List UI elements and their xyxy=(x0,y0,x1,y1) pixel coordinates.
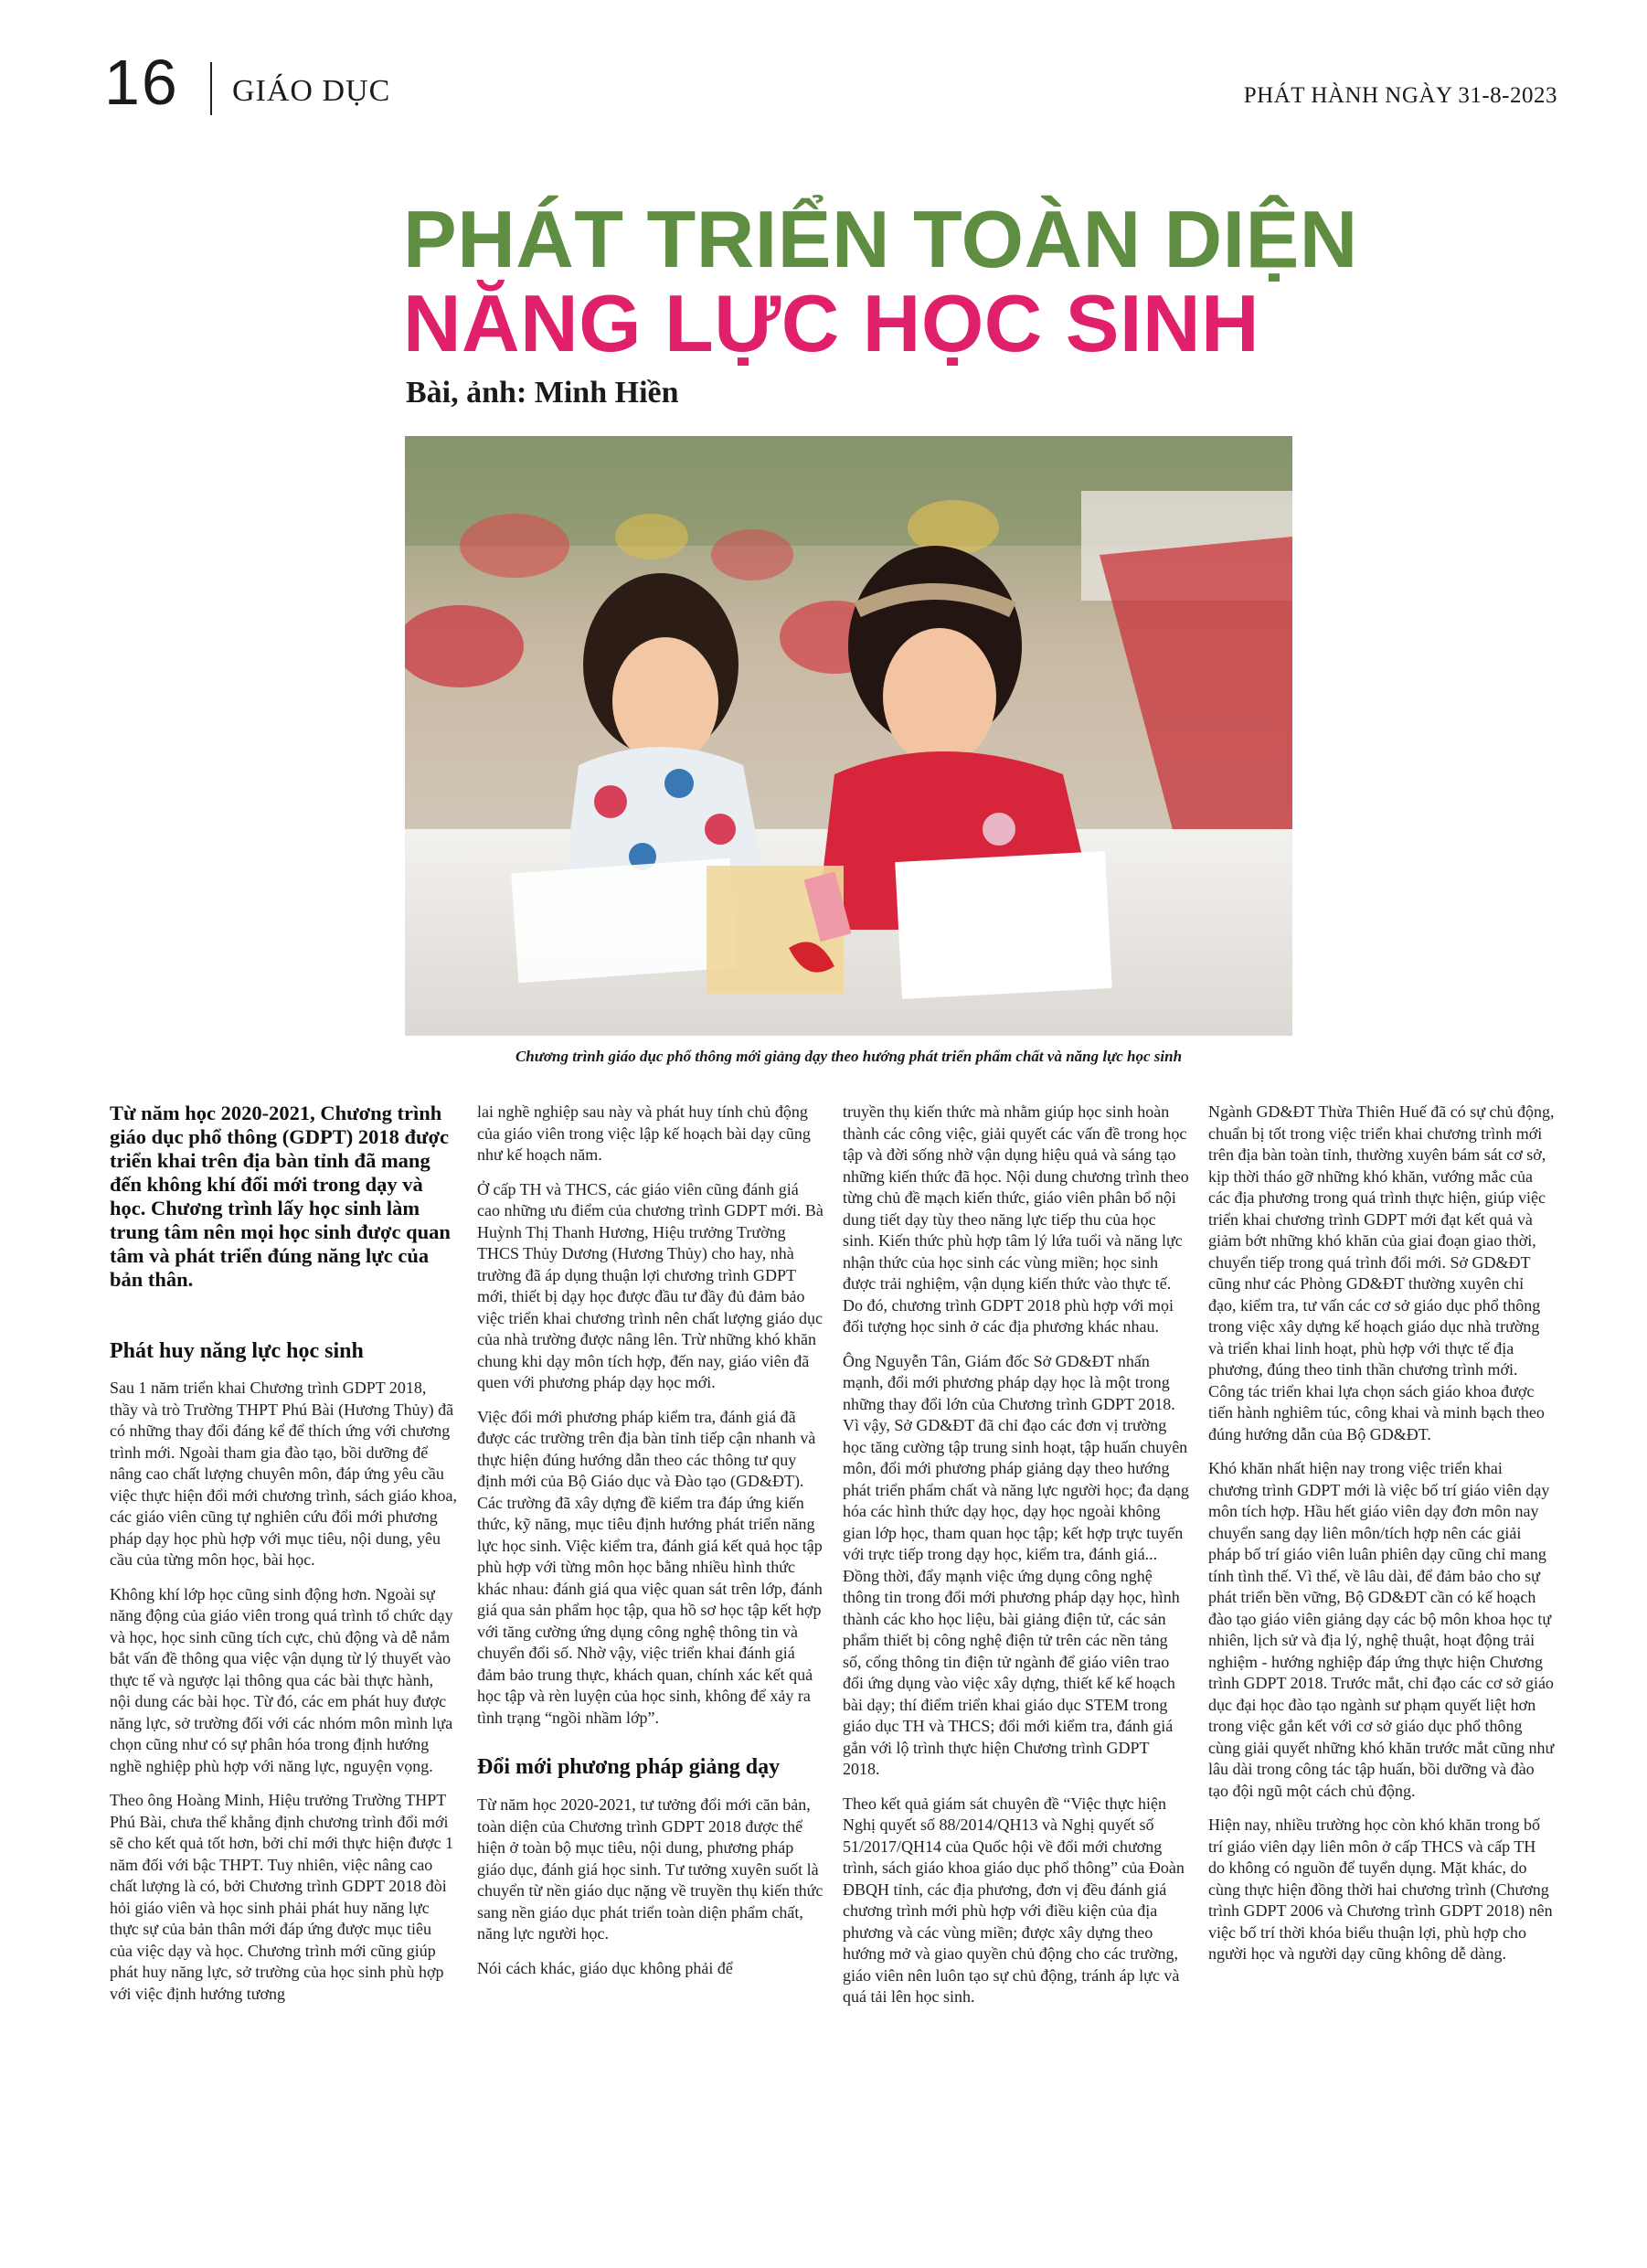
photo-caption: Chương trình giáo dục phổ thông mới giảng dạy theo hướng phát triển phẩm chất và năng lực học sinh xyxy=(515,1048,1183,1065)
body-paragraph: Sau 1 năm triển khai Chương trình GDPT 2018, thầy và trò Trường THPT Phú Bài (Hương Thủy) đã có những thay đổi đáng kể để thích ứng với chương trình mới. Ngoài tham gia đào tạo, bồi dưỡng để nâng cao chất lượng chuyên môn, đáp ứng yêu cầu việc thực hiện đổi mới chương trình, sách giáo khoa, các giáo viên cũng tự nghiên cứu đổi mới phương pháp dạy học phù hợp với mục tiêu, nội dung, yêu cầu của từng môn học, bài học. xyxy=(110,1379,457,1569)
article-column-4 xyxy=(1208,1102,1556,1978)
body-paragraph: Ở cấp TH và THCS, các giáo viên cũng đánh giá cao những ưu điểm của chương trình GDPT mới. Bà Huỳnh Thị Thanh Hương, Hiệu trưởng Trường THCS Thủy Dương (Hương Thủy) cho hay, nhà trường đã áp dụng thuận lợi chương trình GDPT mới, thiết bị dạy học được đầu tư đầy đủ đảm bảo việc triển khai chương trình nên chất lượng giáo dục của nhà trường được nâng lên. Trừ những khó khăn chung khi dạy môn tích hợp, đến nay, giáo viên đã quen với phương pháp dạy học mới. xyxy=(477,1179,824,1391)
issue-date: PHÁT HÀNH NGÀY 31-8-2023 xyxy=(1243,83,1557,108)
headline-line-1: PHÁT TRIỂN TOÀN DIỆN xyxy=(403,194,1358,284)
body-paragraph: Ngành GD&ĐT Thừa Thiên Huế đã có sự chủ động, chuẩn bị tốt trong việc triển khai chương trình mới trên địa bàn toàn tỉnh, thường xuyên bám sát cơ sở, kịp thời tháo gỡ những khó khăn, vướng mắc của các địa phương trong quá trình thực hiện, giúp việc triển khai chương trình GDPT mới đạt kết quả và giảm bớt những khó khăn của giai đoạn giao thời, chuyển tiếp trong quá trình đổi mới. Sở GD&ĐT cũng như các Phòng GD&ĐT thường xuyên chỉ đạo, kiểm tra, tư vấn các cơ sở giáo dục phổ thông trong việc xây dựng kế hoạch giáo dục nhà trường và triển khai linh hoạt, phù hợp với thực tế địa phương, đúng theo tinh thần chương trình mới. Công tác triển khai lựa chọn sách giáo khoa được tiến hành nghiêm túc, công khai và minh bạch theo đúng hướng dẫn của Bộ GD&ĐT. xyxy=(1208,1102,1555,1443)
subheading-1: Phát huy năng lực học sinh xyxy=(110,1339,364,1363)
body-paragraph: Nói cách khác, giáo dục không phải để xyxy=(477,1958,733,1977)
body-paragraph: Hiện nay, nhiều trường học còn khó khăn trong bố trí giáo viên dạy liên môn ở cấp THCS và cấp TH do không có nguồn để tuyển dụng. Mặt khác, do cùng thực hiện đồng thời hai chương trình (Chương trình GDPT 2006 và Chương trình GDPT 2018) nên việc bố trí thời khóa biểu thuận lợi, phù hợp cho người học và người dạy cũng không dễ dàng. xyxy=(1208,1815,1553,1963)
body-paragraph: Khó khăn nhất hiện nay trong việc triển khai chương trình GDPT mới là việc bố trí giáo viên dạy môn tích hợp. Hầu hết giáo viên dạy đơn môn nay chuyển sang dạy liên môn/tích hợp nên các giải pháp bố trí giáo viên luân phiên dạy cũng chỉ mang tính tình thế. Vì thế, về lâu dài, để đảm bảo cho sự phát triển bền vững, Bộ GD&ĐT cần có kế hoạch đào tạo giáo viên giảng dạy các bộ môn khoa học tự nhiên, lịch sử và địa lý, nghệ thuật, hoạt động trải nghiệm - hướng nghiệp đáp ứng thực hiện Chương trình GDPT 2018. Trước mắt, chỉ đạo các cơ sở giáo dục đại học đào tạo ngành sư phạm quyết liệt hơn trong việc gắn kết với cơ sở giáo dục phổ thông cùng giải quyết những khó khăn trước mắt cũng như lâu dài trong công tác tập huấn, bồi dưỡng và đào tạo đội ngũ một cách chủ động. xyxy=(1208,1459,1555,1800)
section-name: GIÁO DỤC xyxy=(232,74,391,108)
article-column-1 xyxy=(110,1102,457,2018)
headline-line-2: NĂNG LỰC HỌC SINH xyxy=(403,278,1260,368)
page-header xyxy=(104,46,1557,119)
byline: Bài, ảnh: Minh Hiền xyxy=(406,376,679,410)
body-paragraph: Từ năm học 2020-2021, tư tưởng đổi mới căn bản, toàn diện của Chương trình GDPT 2018 được thể hiện ở toàn bộ mục tiêu, nội dung, phương pháp giáo dục, đánh giá học sinh. Tư tưởng xuyên suốt là chuyển từ nền giáo dục nặng về truyền thụ kiến thức sang nền giáo dục phát triển toàn diện phẩm chất, năng lực người học. xyxy=(477,1795,824,1943)
body-paragraph: Ông Nguyễn Tân, Giám đốc Sở GD&ĐT nhấn mạnh, đổi mới phương pháp dạy học là một trong những thay đổi lớn của Chương trình GDPT 2018. Vì vậy, Sở GD&ĐT đã chỉ đạo các đơn vị trường học tăng cường tập trung sinh hoạt, tập huấn chuyên môn, đổi mới phương pháp giảng dạy theo hướng phát triển phẩm chất và năng lực người học; đa dạng hóa các hình thức dạy học, dạy học ngoài không gian lớp học, tham quan học tập; kết hợp trực tuyến với trực tiếp trong dạy học, kiểm tra, đánh giá... Đồng thời, đẩy mạnh việc ứng dụng công nghệ thông tin trong đổi mới phương pháp dạy học, hình thành các kho học liệu, bài giảng điện tử, các sản phẩm thiết bị công nghệ điện tử trên các nền tảng số, cổng thông tin điện tử ngành để giáo viên trao đổi ứng dụng vào việc xây dựng, thiết kế kế hoạch bài dạy; thí điểm triển khai giáo dục STEM trong giáo dục TH và THCS; đổi mới kiểm tra, đánh giá gắn với lộ trình thực hiện Chương trình GDPT 2018. xyxy=(843,1351,1189,1778)
lead-paragraph: Từ năm học 2020-2021, Chương trình giáo dục phổ thông (GDPT) 2018 được triển khai trên địa bàn tỉnh đã mang đến không khí đổi mới trong dạy và học. Chương trình lấy học sinh làm trung tâm nên mọi học sinh được quan tâm và phát triển đúng năng lực của bản thân. xyxy=(110,1102,451,1291)
subheading-2: Đổi mới phương pháp giảng dạy xyxy=(477,1755,781,1779)
body-paragraph: truyền thụ kiến thức mà nhằm giúp học sinh hoàn thành các công việc, giải quyết các vấn đề trong học tập và đời sống nhờ vận dụng hiệu quả và sáng tạo những kiến thức đã học. Nội dung chương trình theo từng chủ đề mạch kiến thức, giáo viên phân bổ nội dung tiết dạy tùy theo năng lực tiếp thu của học sinh. Kiến thức phù hợp tâm lý lứa tuổi và năng lực nhận thức của học sinh các vùng miền; học sinh được trải nghiệm, vận dụng kiến thức vào thực tế. Do đó, chương trình GDPT 2018 phù hợp với mọi đối tượng học sinh ở các địa phương khác nhau. xyxy=(843,1102,1189,1336)
body-paragraph: Không khí lớp học cũng sinh động hơn. Ngoài sự năng động của giáo viên trong quá trình tổ chức dạy và học, học sinh cũng tích cực, chủ động và dễ nắm bắt vấn đề thông qua việc vận dụng từ lý thuyết vào thực tế và ngược lại thông qua các bài thực hành, nội dung các bài học. Từ đó, các em phát huy được năng lực, sở trường đối với các nhóm môn mình lựa chọn cũng như có sự phân hóa trong định hướng nghề nghiệp phù hợp với năng lực, nguyện vọng. xyxy=(110,1584,453,1775)
page-number: 16 xyxy=(104,47,179,118)
body-paragraph: Theo ông Hoàng Minh, Hiệu trưởng Trường THPT Phú Bài, chưa thể khẳng định chương trình đổi mới sẽ cho kết quả tốt hơn, bởi chỉ mới thực hiện được 1 năm đối với bậc THPT. Tuy nhiên, việc nâng cao chất lượng là có, bởi Chương trình GDPT 2018 đòi hỏi giáo viên và học sinh phải phát huy năng lực thực sự của bản thân mới đáp ứng được mục tiêu của việc dạy và học. Chương trình mới cũng giúp phát huy năng lực, sở trường của học sinh phù hợp với việc định hướng tương xyxy=(110,1791,454,2003)
article-column-2 xyxy=(477,1102,824,1992)
body-paragraph: Theo kết quả giám sát chuyên đề “Việc thực hiện Nghị quyết số 88/2014/QH13 và Nghị quyết số 51/2017/QH14 của Quốc hội về đổi mới chương trình, sách giáo khoa giáo dục phổ thông” của Đoàn ĐBQH tỉnh, các địa phương, đơn vị đều đánh giá chương trình mới phù hợp với điều kiện của địa phương và các vùng miền; được xây dựng theo hướng mở và giao quyền chủ động cho các trường, giáo viên nên luôn tạo sự chủ động, tránh áp lực và quá tải lên học sinh. xyxy=(843,1794,1185,2006)
body-paragraph: Việc đổi mới phương pháp kiểm tra, đánh giá đã được các trường trên địa bàn tỉnh tiếp cận nhanh và thực hiện đúng hướng dẫn theo các thông tư quy định mới của Bộ Giáo dục và Đào tạo (GD&ĐT). Các trường đã xây dựng đề kiểm tra đáp ứng kiến thức, kỹ năng, mục tiêu định hướng phát triển năng lực học sinh. Việc kiểm tra, đánh giá kết quả học tập phù hợp với từng môn học bằng nhiều hình thức khác nhau: đánh giá qua việc quan sát trên lớp, đánh giá qua sản phẩm học tập, qua hồ sơ học tập kết hợp với tăng cường ứng dụng công nghệ thông tin và chuyển đổi số. Nhờ vậy, việc triển khai đánh giá đảm bảo trung thực, khách quan, chính xác kết quả học tập và rèn luyện của học sinh, không để xảy ra tình trạng “ngồi nhầm lớp”. xyxy=(477,1407,823,1727)
article-column-3 xyxy=(843,1102,1190,2021)
article-photo xyxy=(405,436,1292,1036)
header-divider xyxy=(210,62,212,115)
body-paragraph: lai nghề nghiệp sau này và phát huy tính chủ động của giáo viên trong việc lập kế hoạch bài dạy cũng như kế hoạch năm. xyxy=(477,1102,811,1164)
